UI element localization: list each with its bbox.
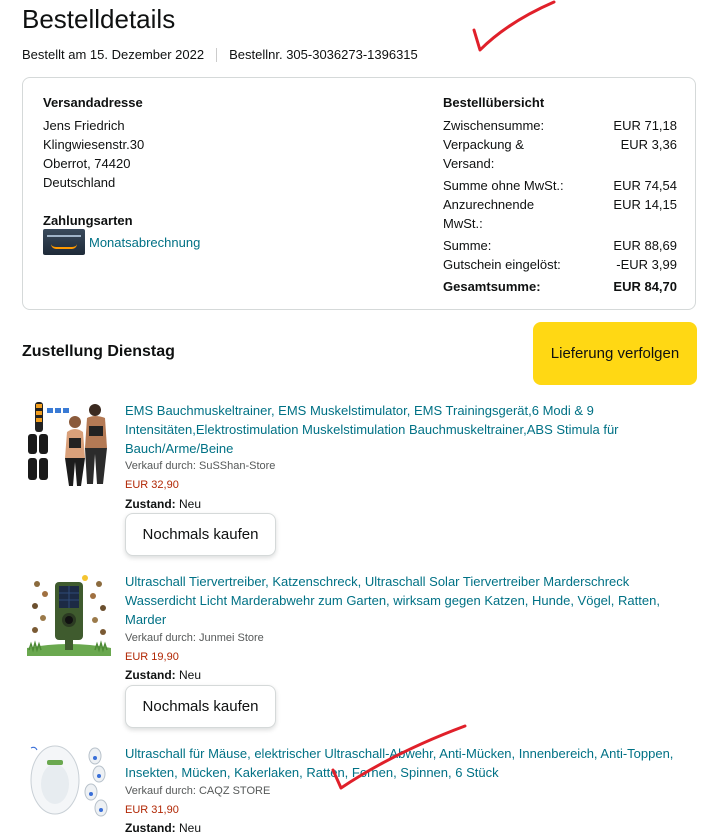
product-image-mouse-repeller[interactable] <box>25 740 113 830</box>
product-price: EUR 19,90 <box>125 651 179 663</box>
condition-value: Neu <box>179 821 202 835</box>
summary-value: EUR 88,69 <box>613 238 677 253</box>
seller-info: Verkauf durch: CAQZ STORE <box>125 785 271 797</box>
product-title-link[interactable]: Ultraschall Tiervertreiber, Katzenschreck, Ultraschall Solar Tiervertreiber Marderschreck Wasserdicht Licht Marderabwehr zum Garten, wirksam gegen Katzen, Hunde, Vögel, Ratten, Marder <box>125 574 660 627</box>
address-street: Klingwiesenstr.30 <box>43 137 145 152</box>
summary-row <box>443 135 677 173</box>
payment-method-link[interactable]: Monatsabrechnung <box>89 234 201 250</box>
seller-info: Verkauf durch: SuSShan-Store <box>125 460 276 472</box>
product-title-link[interactable]: EMS Bauchmuskeltrainer, EMS Muskelstimulator, EMS Trainingsgerät,6 Modi & 9 Intensitäten,Elektrostimulation Muskelstimulation Bauchmuskeltrainer,ABS Stimula für Bauch/Arme/Beine <box>125 403 619 456</box>
summary-total-row <box>443 277 677 296</box>
address-city: Oberrot, 74420 <box>43 156 131 171</box>
shipping-heading: Versandadresse <box>43 95 143 110</box>
payment-card-icon <box>43 229 85 255</box>
summary-total-value: EUR 84,70 <box>613 279 677 294</box>
product-condition <box>125 821 201 835</box>
summary-row <box>443 255 677 274</box>
summary-heading: Bestellübersicht <box>443 95 545 110</box>
summary-label: Zwischensumme: <box>443 118 545 133</box>
buy-again-button[interactable]: Nochmals kaufen <box>125 685 276 728</box>
order-meta <box>22 47 418 62</box>
condition-value: Neu <box>179 668 202 682</box>
check-mark-annotation-top <box>468 0 558 56</box>
condition-label: Zustand: <box>125 668 176 682</box>
product-condition <box>125 668 201 682</box>
delivery-heading: Zustellung Dienstag <box>22 343 175 360</box>
payment-method[interactable] <box>43 229 200 255</box>
order-details-card <box>22 77 696 310</box>
summary-value: EUR 14,15 <box>613 197 677 212</box>
summary-label: Summe ohne MwSt.: <box>443 178 564 193</box>
summary-row <box>443 236 677 255</box>
track-delivery-button[interactable]: Lieferung verfolgen <box>533 322 697 385</box>
page-title: Bestelldetails <box>22 4 176 34</box>
summary-row <box>443 176 677 195</box>
order-date: Bestellt am 15. Dezember 2022 <box>22 47 205 62</box>
summary-label: Gutschein eingelöst: <box>443 257 561 272</box>
order-number: Bestellnr. 305-3036273-1396315 <box>229 47 418 62</box>
address-name: Jens Friedrich <box>43 118 125 133</box>
summary-row <box>443 116 677 135</box>
product-price: EUR 31,90 <box>125 804 179 816</box>
summary-value: EUR 71,18 <box>613 118 677 133</box>
summary-total-label: Gesamtsumme: <box>443 279 541 294</box>
product-price: EUR 32,90 <box>125 479 179 491</box>
product-title-link[interactable]: Ultraschall für Mäuse, elektrischer Ultraschall-Abwehr, Anti-Mücken, Innenbereich, Anti-Toppen, Insekten, Mücken, Kakerlaken, Ratten, Fornen, Spinnen, 6 Stück <box>125 746 674 780</box>
buy-again-button[interactable]: Nochmals kaufen <box>125 513 276 556</box>
summary-label: Verpackung & Versand: <box>443 137 524 171</box>
summary-value: EUR 74,54 <box>613 178 677 193</box>
product-image-ems-trainer[interactable] <box>25 398 113 488</box>
product-condition <box>125 497 201 511</box>
condition-value: Neu <box>179 497 202 511</box>
summary-label: Summe: <box>443 238 492 253</box>
summary-label: Anzurechnende MwSt.: <box>443 197 535 231</box>
meta-divider <box>216 48 217 62</box>
summary-value: -EUR 3,99 <box>616 257 677 272</box>
seller-info: Verkauf durch: Junmei Store <box>125 632 264 644</box>
condition-label: Zustand: <box>125 497 176 511</box>
address-country: Deutschland <box>43 175 116 190</box>
condition-label: Zustand: <box>125 821 176 835</box>
summary-value: EUR 3,36 <box>620 137 677 152</box>
product-image-animal-repeller[interactable] <box>25 570 113 660</box>
summary-row <box>443 195 677 233</box>
payment-heading: Zahlungsarten <box>43 213 133 228</box>
